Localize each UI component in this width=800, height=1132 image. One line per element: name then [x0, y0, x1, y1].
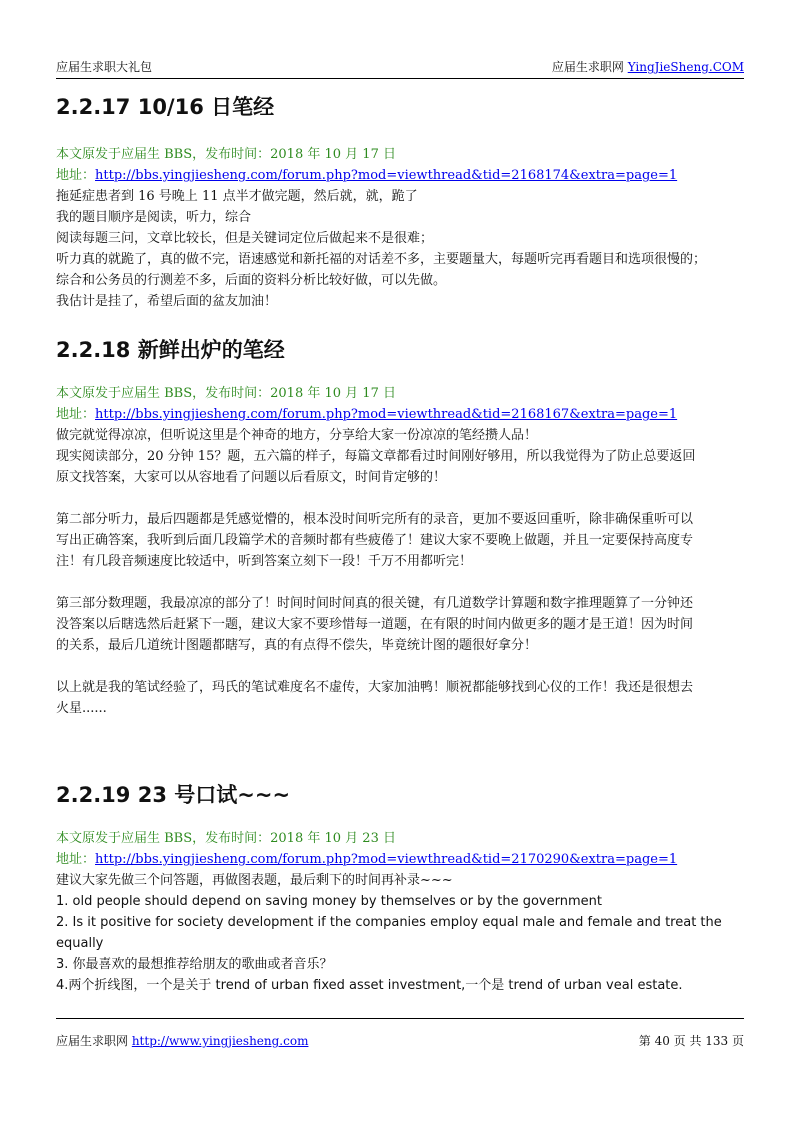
footer-site	[56, 1032, 308, 1049]
body-line: 1. old people should depend on saving money by themselves or by the government	[56, 894, 602, 909]
body-line: 的关系，最后几道统计图题都瞎写，真的有点得不偿失，毕竟统计图的题很好拿分！	[56, 638, 538, 653]
body-line: 听力真的就跪了，真的做不完，语速感觉和新托福的对话差不多，主要题量大，每题听完再看题目和选项很慢的；	[56, 252, 707, 267]
body-line: 阅读每题三问，文章比较长，但是关键词定位后做起来不是很难；	[56, 231, 434, 246]
body-line: 拖延症患者到 16 号晚上 11 点半才做完题，然后就，就，跪了	[56, 189, 418, 204]
body-line: 第三部分数理题，我最凉凉的部分了！时间时间时间真的很关键，有几道数学计算题和数字推理题算了一分钟还	[56, 596, 694, 611]
page-number: 第 40 页 共 133 页	[638, 1034, 744, 1048]
section-title: 2.2.18 新鲜出炉的笔经	[56, 338, 285, 362]
header-site-label: 应届生求职网	[551, 60, 628, 74]
section-2-2-17	[56, 92, 750, 312]
body-line: 我估计是挂了，希望后面的盆友加油！	[56, 294, 278, 309]
page-header	[56, 58, 744, 79]
thread-link[interactable]: http://bbs.yingjiesheng.com/forum.php?mod=viewthread&tid=2168174&extra=page=1	[95, 168, 678, 183]
section-2-2-19	[56, 780, 750, 996]
body-line: 第二部分听力，最后四题都是凭感觉懵的，根本没时间听完所有的录音，更加不要返回重听，除非确保重听可以	[56, 512, 694, 527]
post-meta: 本文原发于应届生 BBS，发布时间：2018 年 10 月 23 日	[56, 831, 396, 846]
body-line: 以上就是我的笔试经验了，玛氏的笔试难度名不虚传，大家加油鸭！顺祝都能够找到心仪的工作！我还是很想去	[56, 680, 694, 695]
body-line: 建议大家先做三个问答题，再做图表题，最后剩下的时间再补录~~~	[56, 873, 453, 888]
body-line: 火星......	[56, 701, 107, 716]
thread-link[interactable]: http://bbs.yingjiesheng.com/forum.php?mod=viewthread&tid=2170290&extra=page=1	[95, 852, 678, 867]
section-title: 2.2.19 23 号口试~~~	[56, 783, 291, 807]
post-meta: 本文原发于应届生 BBS，发布时间：2018 年 10 月 17 日	[56, 386, 396, 401]
thread-link[interactable]: http://bbs.yingjiesheng.com/forum.php?mod=viewthread&tid=2168167&extra=page=1	[95, 407, 678, 422]
address-label: 地址：	[56, 407, 96, 422]
post-meta: 本文原发于应届生 BBS，发布时间：2018 年 10 月 17 日	[56, 147, 396, 162]
body-line: 注！有几段音频速度比较适中，听到答案立刻下一段！千万不用都听完！	[56, 554, 473, 569]
body-line: 做完就觉得凉凉，但听说这里是个神奇的地方，分享给大家一份凉凉的笔经攒人品！	[56, 428, 538, 443]
body-line: 没答案以后瞎选然后赶紧下一题，建议大家不要珍惜每一道题，在有限的时间内做更多的题才是王道！因为时间	[56, 617, 694, 632]
header-site	[552, 58, 744, 75]
footer-site-label: 应届生求职网	[56, 1034, 132, 1048]
body-line: 原文找答案，大家可以从容地看了问题以后看原文，时间肯定够的！	[56, 470, 447, 485]
address-label: 地址：	[56, 168, 96, 183]
body-line: 现实阅读部分，20 分钟 15？题，五六篇的样子，每篇文章都看过时间刚好够用，所以我觉得为了防止总要返回	[56, 449, 696, 464]
body-line: 写出正确答案，我听到后面几段篇学术的音频时都有些疲倦了！建议大家不要晚上做题，并且一定要保持高度专	[56, 533, 694, 548]
body-line: 综合和公务员的行测差不多，后面的资料分析比较好做，可以先做。	[56, 273, 447, 288]
post-address	[56, 404, 750, 425]
header-site-link[interactable]: YingJieSheng.COM	[627, 60, 744, 74]
header-title: 应届生求职大礼包	[56, 60, 153, 74]
body-line: 3. 你最喜欢的最想推荐给朋友的歌曲或者音乐？	[56, 957, 333, 972]
section-2-2-18	[56, 335, 750, 719]
body-line: 2. Is it positive for society development if the companies employ equal male and female and treat the equally	[56, 915, 722, 951]
page-content	[56, 92, 750, 996]
post-address	[56, 165, 750, 186]
body-line: 4.两个折线图，一个是关于 trend of urban fixed asset investment,一个是 trend of urban veal estate.	[56, 978, 683, 993]
post-address	[56, 849, 750, 870]
section-title: 2.2.17 10/16 日笔经	[56, 95, 275, 119]
page-footer	[56, 1018, 744, 1049]
address-label: 地址：	[56, 852, 96, 867]
footer-site-link[interactable]: http://www.yingjiesheng.com	[131, 1034, 309, 1048]
body-line: 我的题目顺序是阅读，听力，综合	[56, 210, 252, 225]
